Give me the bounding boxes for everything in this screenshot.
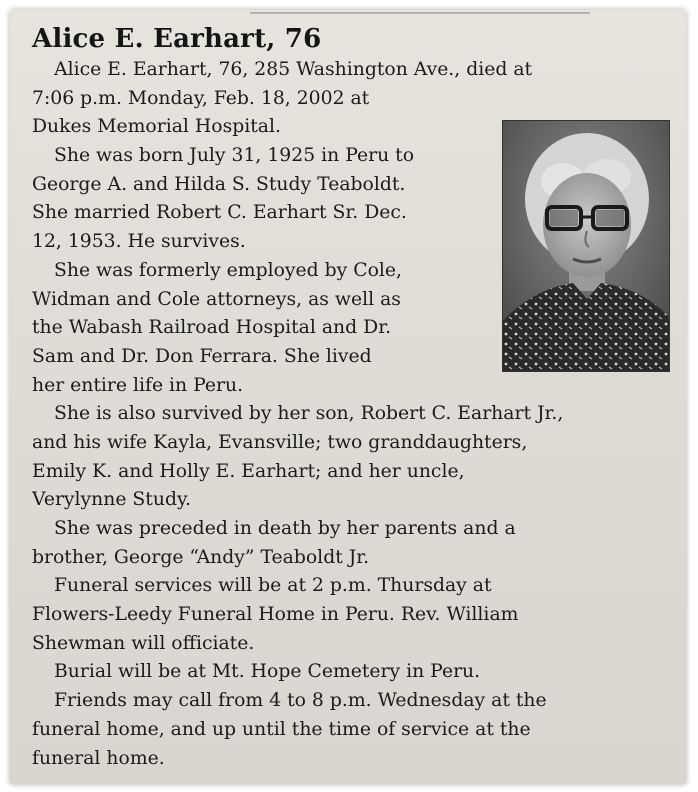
obituary-line: She is also survived by her son, Robert C. Earhart Jr., — [54, 403, 564, 425]
obituary-line: Flowers-Leedy Funeral Home in Peru. Rev. William — [32, 604, 519, 626]
obituary-headline: Alice E. Earhart, 76 — [32, 24, 322, 54]
fold-line — [250, 12, 590, 14]
obituary-line: She was formerly employed by Cole, — [54, 259, 403, 281]
obituary-line: Emily K. and Holly E. Earhart; and her uncle, — [32, 460, 465, 482]
obituary-line: Widman and Cole attorneys, as well as — [32, 288, 401, 310]
obituary-line: Shewman will officiate. — [32, 632, 255, 654]
obituary-line: her entire life in Peru. — [32, 374, 244, 396]
obituary-line: Sam and Dr. Don Ferrara. She lived — [32, 345, 372, 367]
obituary-line: brother, George “Andy” Teaboldt Jr. — [32, 546, 370, 568]
obituary-line: funeral home. — [32, 747, 165, 769]
obituary-line: She was preceded in death by her parents and a — [54, 518, 516, 539]
newspaper-clipping — [10, 10, 686, 784]
obituary-line: and his wife Kayla, Evansville; two granddaughters, — [32, 431, 528, 453]
obituary-line: She was born July 31, 1925 in Peru to — [54, 145, 414, 167]
obituary-line: Alice E. Earhart, 76, 285 Washington Ave., died at — [54, 59, 533, 80]
obituary-line: 7:06 p.m. Monday, Feb. 18, 2002 at — [32, 87, 370, 109]
obituary-line: Burial will be at Mt. Hope Cemetery in Peru. — [54, 661, 481, 683]
obituary-line: Funeral services will be at 2 p.m. Thursday at — [54, 575, 492, 597]
obituary-line: Verylynne Study. — [32, 489, 192, 511]
obituary-line: She married Robert C. Earhart Sr. Dec. — [32, 202, 407, 224]
obituary-line: the Wabash Railroad Hospital and Dr. — [32, 317, 392, 339]
obituary-line: George A. and Hilda S. Study Teaboldt. — [32, 173, 406, 195]
obituary-line: funeral home, and up until the time of service at the — [32, 718, 531, 740]
portrait-image — [503, 121, 669, 371]
obituary-line: 12, 1953. He survives. — [32, 231, 246, 253]
obituary-line: Friends may call from 4 to 8 p.m. Wednesday at the — [54, 690, 547, 712]
portrait-photo — [502, 120, 670, 372]
obituary-line: Dukes Memorial Hospital. — [32, 116, 281, 138]
